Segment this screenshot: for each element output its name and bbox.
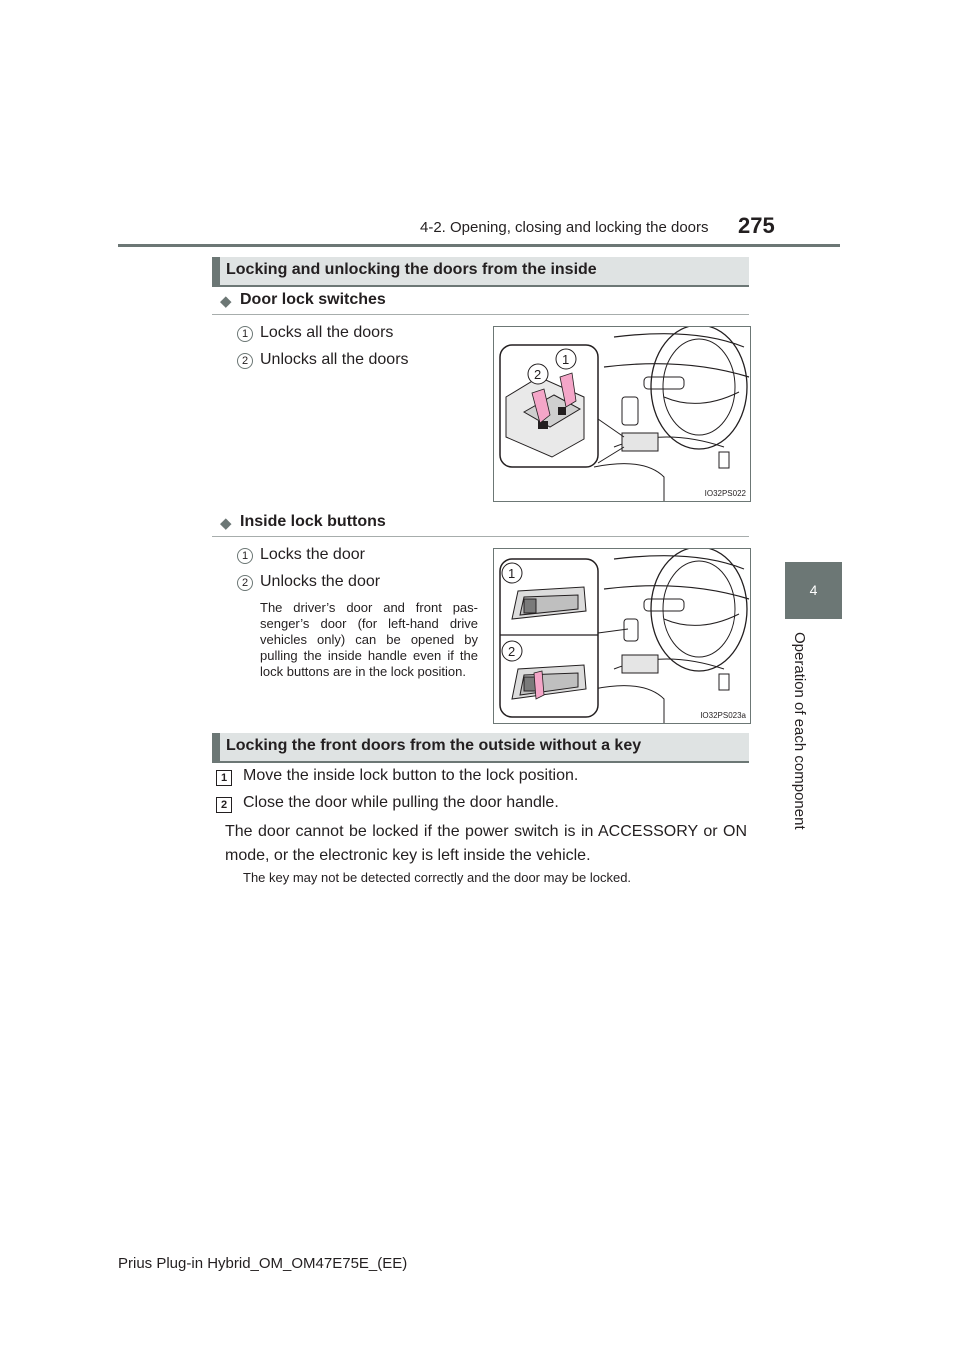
svg-text:1: 1 (562, 352, 570, 367)
key-detection-note: The key may not be detected correctly and the door may be locked. (243, 870, 632, 885)
diamond-bullet-icon: ◆ (220, 515, 232, 532)
svg-text:1: 1 (508, 566, 516, 581)
figure-code: IO32PS023a (700, 711, 746, 720)
step-number-badge: 1 (216, 770, 232, 786)
inside-lock-note: The driver’s door and front pas-senger’s door (for left-hand drive vehicles only) can be opened by pulling the inside handle even if the lock buttons are in the lock position. (260, 600, 478, 679)
item-locks-door: Locks the door (260, 546, 365, 563)
subheading-inside-lock-buttons (212, 510, 749, 537)
item-number-badge: 1 (237, 326, 253, 342)
figure-code: IO32PS022 (704, 489, 746, 498)
inside-lock-button-illustration (494, 549, 750, 723)
section-heading-text: Locking and unlocking the doors from the inside (226, 261, 597, 278)
diamond-bullet-icon: ◆ (220, 293, 232, 310)
subheading-text: Door lock switches (240, 291, 386, 308)
section-heading-inside-locking (212, 257, 749, 287)
item-number-badge: 1 (237, 548, 253, 564)
item-unlocks-door: Unlocks the door (260, 573, 381, 590)
running-header-section: 4-2. Opening, closing and locking the doors (420, 219, 709, 236)
page-number: 275 (738, 213, 775, 238)
subheading-text: Inside lock buttons (240, 513, 386, 530)
item-unlocks-all-doors: Unlocks all the doors (260, 351, 409, 368)
subheading-door-lock-switches (212, 288, 749, 315)
svg-text:2: 2 (508, 644, 516, 659)
door-lock-switch-illustration (494, 327, 750, 501)
chapter-title-vertical (770, 632, 830, 832)
body-paragraph: The door cannot be locked if the power switch is in ACCESSORY or ON mode, or the electronic key is left inside the vehicle. (225, 823, 747, 864)
section-heading-outside-without-key (212, 733, 749, 763)
svg-text:2: 2 (534, 367, 542, 382)
header-rule (118, 244, 840, 247)
item-number-badge: 2 (237, 353, 253, 369)
figure-inside-lock-buttons (493, 548, 751, 724)
figure-door-lock-switches (493, 326, 751, 502)
step-number-badge: 2 (216, 797, 232, 813)
footer-model-code: Prius Plug-in Hybrid_OM_OM47E75E_(EE) (118, 1255, 408, 1272)
step-text: Move the inside lock button to the lock position. (243, 767, 579, 784)
item-locks-all-doors: Locks all the doors (260, 324, 394, 341)
section-heading-text: Locking the front doors from the outside without a key (226, 737, 642, 754)
chapter-title-text: Operation of each component (791, 632, 808, 830)
item-number-badge: 2 (237, 575, 253, 591)
chapter-tab: 4 (785, 562, 842, 619)
step-text: Close the door while pulling the door handle. (243, 794, 559, 811)
